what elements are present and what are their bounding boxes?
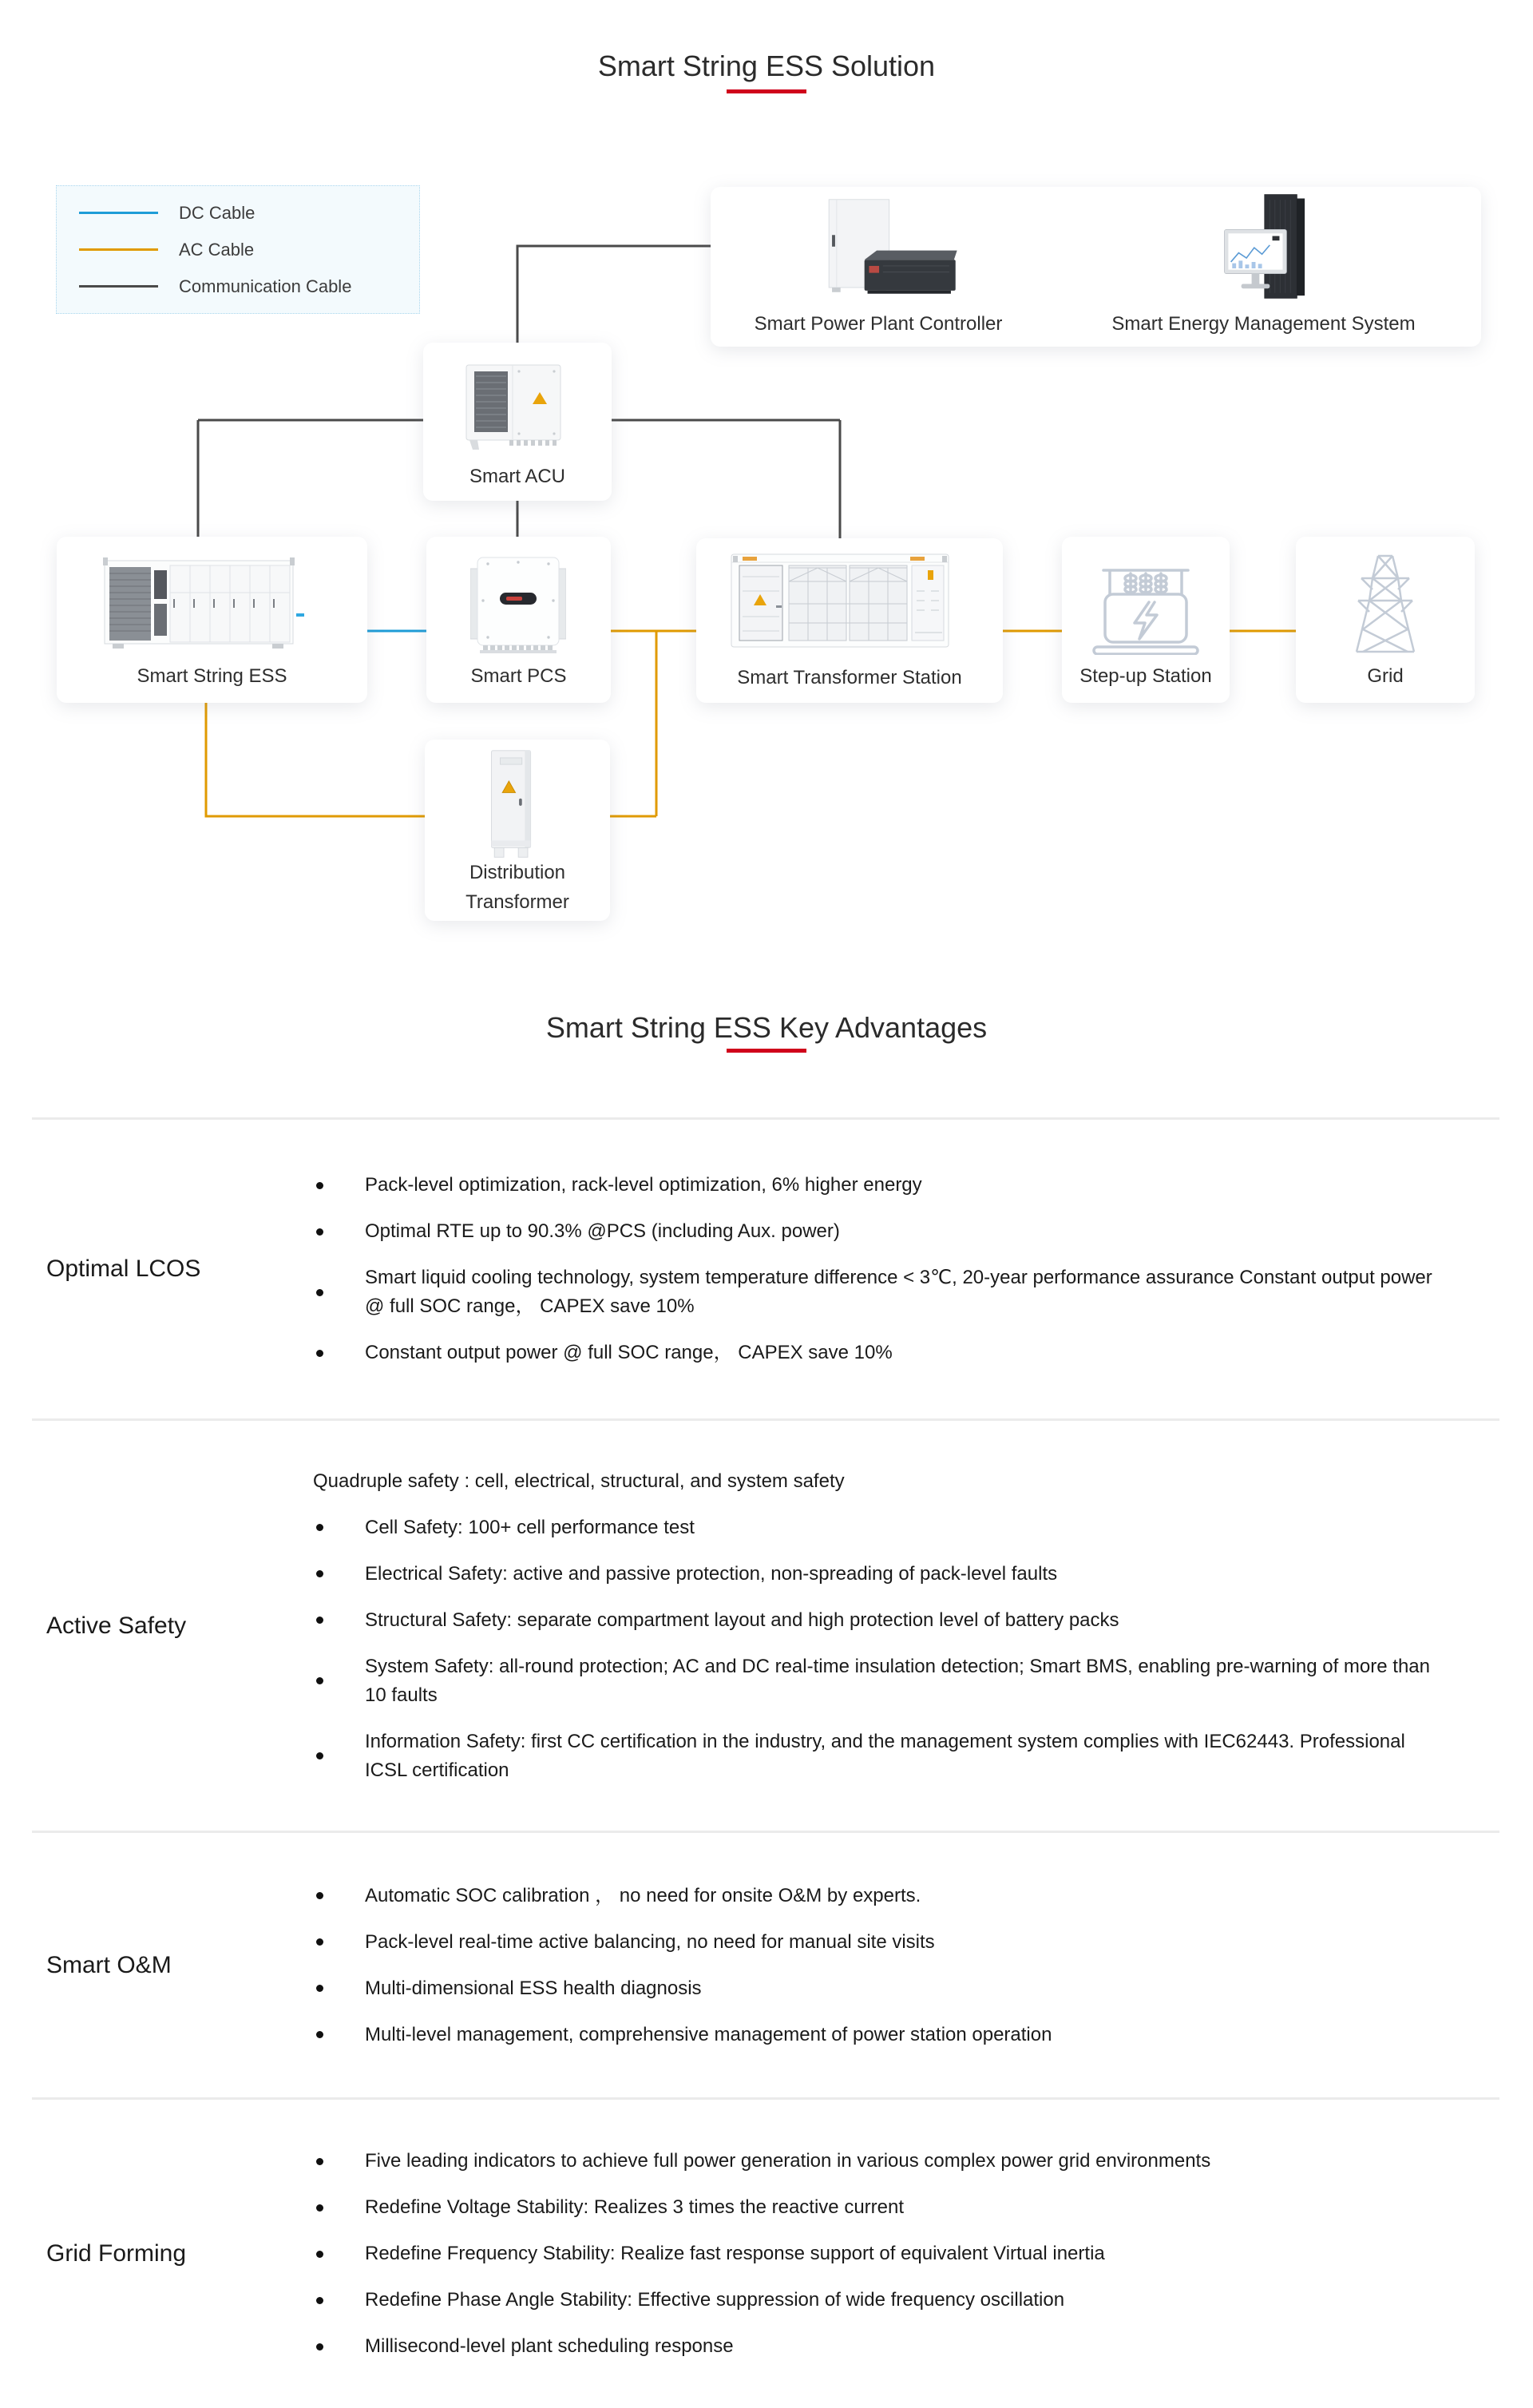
bullet-text: Redefine Frequency Stability: Realize fast response support of equivalent Virtual inertia (365, 2243, 1105, 2264)
bullet-item (313, 1560, 1471, 1589)
ems-column (1046, 187, 1481, 347)
bullet-item (313, 2021, 1471, 2049)
dc-cable-swatch (79, 212, 158, 214)
controller-label: Smart Power Plant Controller (754, 313, 1003, 335)
bullet-item (313, 1652, 1471, 1710)
smart-pcs-label: Smart PCS (470, 665, 567, 687)
grid-tower-icon (1352, 553, 1419, 655)
stepup-station-label: Step-up Station (1079, 665, 1212, 687)
bullet-text: Electrical Safety: active and passive protection, non-spreading of pack-level faults (365, 1562, 1058, 1585)
smart-string-ess-card (57, 537, 367, 703)
distribution-transformer-card (425, 740, 610, 921)
distribution-transformer-label-line2: Transformer (465, 891, 569, 913)
grid-card (1296, 537, 1475, 703)
section-grid-forming (32, 2097, 1499, 2408)
section-label-smart-om: Smart O&M (46, 1951, 172, 1978)
bullet-dot (316, 1524, 323, 1531)
bullet-text: Information Safety: first CC certification in the industry, and the management system complies with IEC62443. Professional ICSL certification (365, 1730, 1405, 1781)
distribution-transformer-label (425, 858, 610, 917)
bullet-item (313, 1974, 1471, 2003)
bullet-dot (316, 1677, 323, 1684)
bullet-dot (316, 2251, 323, 2258)
smart-string-ess-label: Smart String ESS (137, 665, 287, 687)
bullet-text: Millisecond-level plant scheduling response (365, 2335, 734, 2357)
bullet-dot (316, 2297, 323, 2304)
bullet-item (313, 1339, 1471, 1367)
section-content-active-safety (313, 1458, 1499, 1794)
bullet-dot (316, 1570, 323, 1577)
bullet-item (313, 2193, 1471, 2222)
ems-label: Smart Energy Management System (1111, 313, 1416, 335)
section-optimal-lcos (32, 1117, 1499, 1418)
smart-transformer-station-card (696, 538, 1003, 703)
section-intro (313, 1467, 1471, 1496)
distribution-transformer-label-line1: Distribution (469, 862, 566, 883)
bullet-item (313, 1928, 1471, 1957)
bullet-text: Automatic SOC calibration ， no need for onsite O&M by experts. (365, 1884, 921, 1906)
bullet-dot (316, 1617, 323, 1624)
smart-pcs-card (426, 537, 611, 703)
smart-transformer-station-illustration (730, 546, 950, 653)
bullet-item (313, 1171, 1471, 1200)
grid-label: Grid (1367, 665, 1404, 687)
legend-row-ac (79, 232, 419, 268)
bullet-text: Redefine Voltage Stability: Realizes 3 times the reactive current (365, 2196, 905, 2218)
section-label-active-safety: Active Safety (46, 1612, 187, 1639)
comm-line-acu-to-controller (517, 246, 712, 343)
bullet-item (313, 1606, 1471, 1635)
cable-legend (56, 185, 420, 314)
bullet-text: Five leading indicators to achieve full power generation in various complex power grid environments (365, 2150, 1211, 2172)
advantages-title-underline (727, 1049, 806, 1053)
bullet-item (313, 1217, 1471, 1246)
bullet-dot (316, 1289, 323, 1296)
bullet-text: Cell Safety: 100+ cell performance test (365, 1516, 695, 1538)
page-title: Smart String ESS Solution (597, 50, 936, 82)
bullet-text: Smart liquid cooling technology, system temperature difference < 3℃, 20-year performance assurance Constant output power @ full SOC range， CAPEX save 10% (365, 1267, 1432, 1317)
section-content-smart-om (313, 1873, 1499, 2058)
legend-row-dc (79, 195, 419, 232)
distribution-transformer-illustration (484, 749, 540, 859)
bullet-item (313, 1513, 1471, 1542)
bullet-text: Constant output power @ full SOC range， CAPEX save 10% (365, 1342, 893, 1363)
intro-text: Quadruple safety : cell, electrical, structural, and system safety (313, 1470, 845, 1492)
bullet-dot (316, 2343, 323, 2350)
bullet-item (313, 1882, 1471, 1910)
bullet-text: Pack-level real-time active balancing, no need for manual site visits (365, 1930, 935, 1953)
section-label-optimal-lcos: Optimal LCOS (46, 1256, 201, 1282)
smart-string-ess-illustration (103, 551, 295, 653)
bullet-dot (316, 1350, 323, 1357)
bullet-dot (316, 1892, 323, 1899)
bullet-text: Pack-level optimization, rack-level optimization, 6% higher energy (365, 1174, 922, 1196)
section-active-safety (32, 1418, 1499, 1831)
legend-row-comm (79, 268, 419, 305)
bullet-text: Redefine Phase Angle Stability: Effective suppression of wide frequency oscillation (365, 2289, 1065, 2311)
ac-cable-label: AC Cable (179, 239, 255, 260)
communication-cable-swatch (79, 285, 158, 288)
bullet-item (313, 2147, 1471, 2176)
smart-transformer-station-label: Smart Transformer Station (737, 667, 962, 688)
bullet-text: Multi-level management, comprehensive management of power station operation (365, 2023, 1052, 2045)
communication-cable-label: Communication Cable (179, 276, 352, 296)
section-label-grid-forming: Grid Forming (46, 2240, 187, 2267)
bullet-text: System Safety: all-round protection; AC and DC real-time insulation detection; Smart BMS, enabling pre-warning of more than 10 faults (365, 1655, 1430, 1706)
dc-cable-label: DC Cable (179, 202, 256, 223)
power-plant-controller-illustration (800, 195, 960, 311)
section-content-optimal-lcos (313, 1162, 1499, 1376)
section-content-grid-forming (313, 2138, 1499, 2370)
ess-indicator-light (296, 613, 304, 617)
bullet-dot (316, 1938, 323, 1946)
stepup-station-icon (1086, 557, 1206, 655)
bullet-dot (316, 2158, 323, 2165)
controller-column (711, 187, 1046, 347)
controller-ems-card (711, 187, 1481, 347)
smart-acu-label: Smart ACU (469, 466, 566, 487)
bullet-item (313, 2332, 1471, 2361)
bullet-dot (316, 1182, 323, 1189)
bullet-dot (316, 2031, 323, 2038)
bullet-text: Structural Safety: separate compartment layout and high protection level of battery packs (365, 1609, 1119, 1631)
bullet-item (313, 2239, 1471, 2268)
advantages-title: Smart String ESS Key Advantages (545, 1011, 988, 1044)
smart-acu-card (423, 343, 612, 501)
bullet-item (313, 1728, 1471, 1785)
smart-pcs-illustration (470, 556, 566, 653)
bullet-text: Multi-dimensional ESS health diagnosis (365, 1977, 702, 1999)
advantages-sections (32, 1117, 1499, 2408)
bullet-item (313, 1264, 1471, 1321)
energy-management-system-illustration (1215, 193, 1313, 313)
bullet-dot (316, 2204, 323, 2212)
connection-lines (0, 0, 1533, 926)
smart-acu-illustration (463, 362, 564, 453)
bullet-dot (316, 1985, 323, 1992)
stepup-station-card (1062, 537, 1230, 703)
bullet-item (313, 2286, 1471, 2315)
bullet-text: Optimal RTE up to 90.3% @PCS (including Aux. power) (365, 1220, 840, 1242)
section-smart-om (32, 1831, 1499, 2097)
ac-cable-swatch (79, 248, 158, 251)
bullet-dot (316, 1752, 323, 1759)
bullet-dot (316, 1228, 323, 1236)
